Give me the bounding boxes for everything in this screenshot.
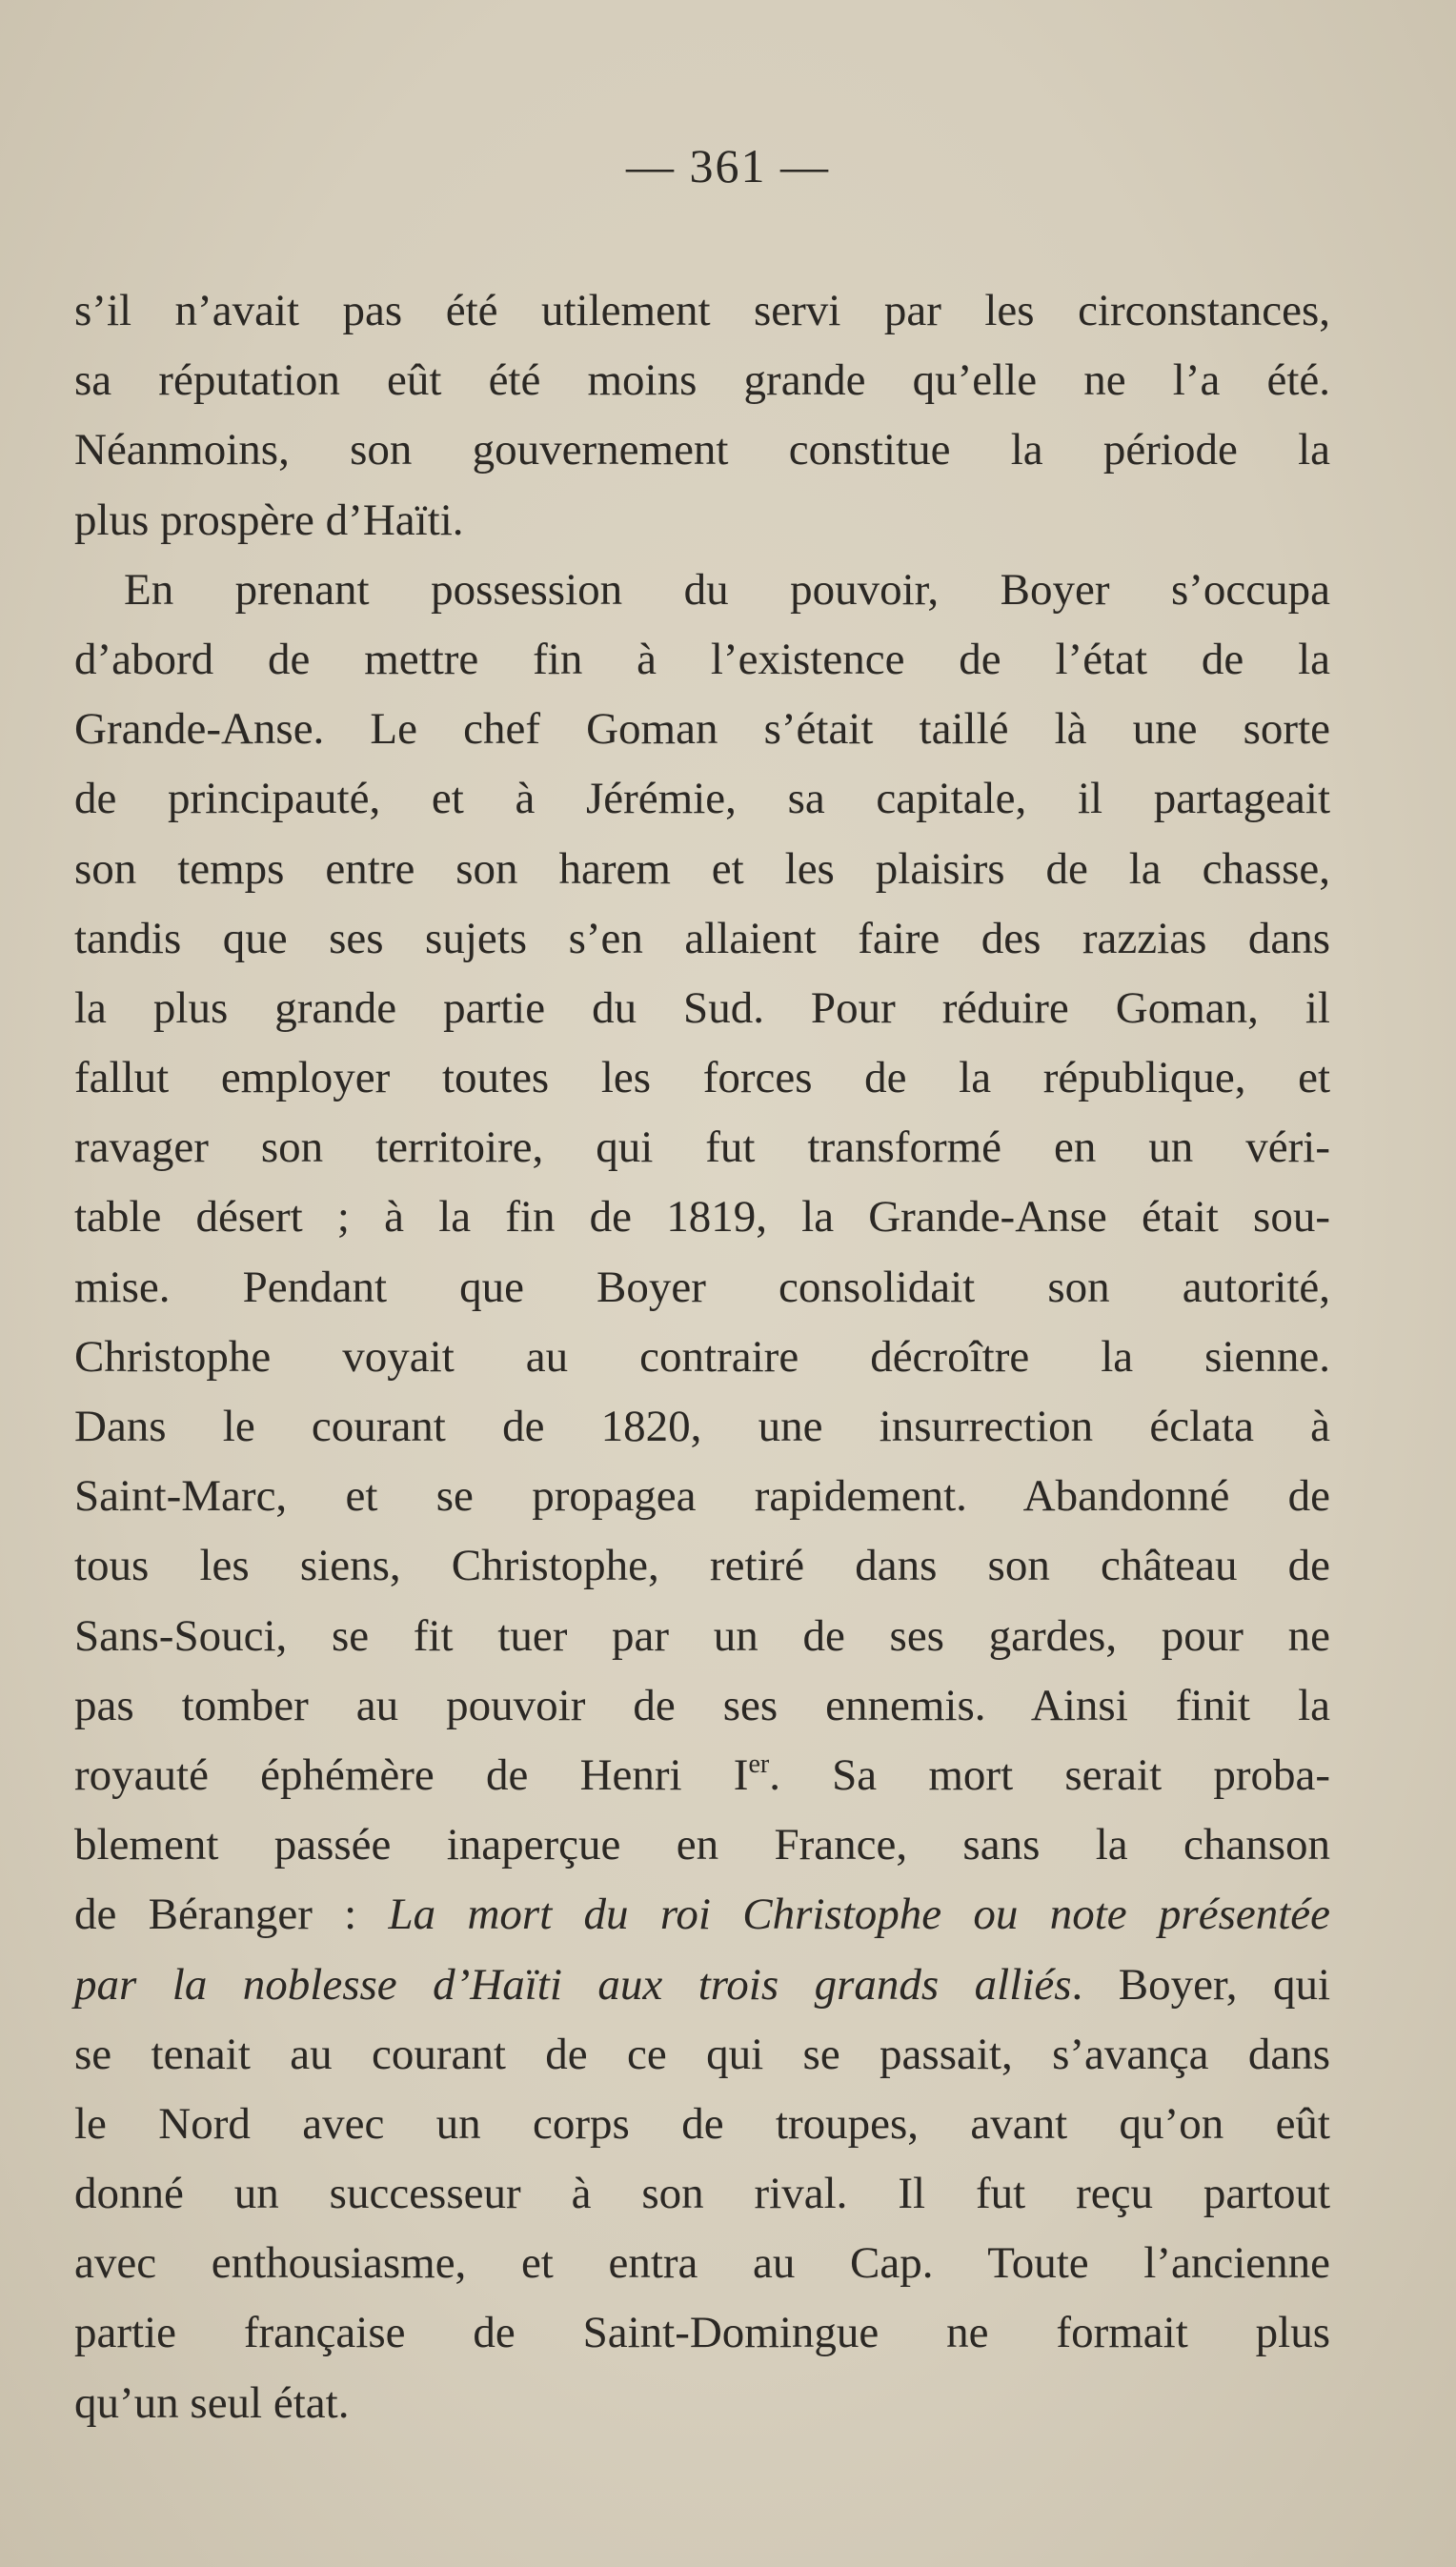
text-line bbox=[74, 1392, 1330, 1462]
text-run: plus prospère d’Haïti. bbox=[74, 495, 464, 545]
text-line bbox=[74, 1810, 1330, 1880]
text-run: blement passée inaperçue en France, sans la chanson bbox=[74, 1820, 1330, 1870]
song-title-italic: La mort du roi Christophe ou note présentée bbox=[388, 1890, 1330, 1940]
text-run: Sans-Souci, se fit tuer par un de ses gardes, pour ne bbox=[74, 1610, 1330, 1661]
text-run: mise. Pendant que Boyer consolidait son autorité, bbox=[74, 1262, 1330, 1312]
text-line bbox=[74, 1043, 1330, 1113]
text-run: table désert ; à la fin de 1819, la Grande-Anse était sou- bbox=[74, 1192, 1330, 1243]
text-line bbox=[74, 415, 1330, 485]
text-run: s’il n’avait pas été utilement servi par les circonstances, bbox=[74, 286, 1330, 335]
text-run: se tenait au courant de ce qui se passait, s’avança dans bbox=[74, 2029, 1330, 2079]
text-line bbox=[74, 1880, 1330, 1950]
text-run: le Nord avec un corps de troupes, avant qu’on eût bbox=[74, 2098, 1330, 2149]
text-line bbox=[74, 1741, 1330, 1810]
text-line bbox=[74, 764, 1330, 834]
text-run: partie française de Saint-Domingue ne formait plus bbox=[74, 2308, 1330, 2358]
text-line bbox=[74, 346, 1330, 415]
text-run: Dans le courant de 1820, une insurrection éclata à bbox=[74, 1402, 1330, 1451]
text-line bbox=[74, 1671, 1330, 1741]
text-line bbox=[74, 695, 1330, 764]
text-line bbox=[74, 1531, 1330, 1601]
text-line bbox=[74, 1462, 1330, 1531]
text-line bbox=[74, 974, 1330, 1043]
text-run: de principauté, et à Jérémie, sa capitale, il partageait bbox=[74, 774, 1330, 824]
text-run: royauté éphémère de Henri I bbox=[74, 1749, 749, 1800]
body-text bbox=[74, 276, 1330, 2438]
text-line bbox=[74, 835, 1330, 904]
text-run: Saint-Marc, et se propagea rapidement. Abandonné de bbox=[74, 1471, 1330, 1522]
text-line bbox=[74, 2020, 1330, 2090]
text-line bbox=[74, 2090, 1330, 2159]
text-run: la plus grande partie du Sud. Pour réduire Goman, il bbox=[74, 982, 1330, 1033]
text-run: qu’un seul état. bbox=[74, 2377, 350, 2428]
text-line bbox=[74, 1113, 1330, 1182]
text-run: avec enthousiasme, et entra au Cap. Toute l’ancienne bbox=[74, 2238, 1330, 2289]
text-run: donné un successeur à son rival. Il fut reçu partout bbox=[74, 2169, 1330, 2219]
text-run: Grande-Anse. Le chef Goman s’était taillé là une sorte bbox=[74, 704, 1330, 755]
text-run: sa réputation eût été moins grande qu’elle ne l’a été. bbox=[74, 355, 1330, 406]
page-number: — 361 — bbox=[626, 139, 830, 192]
text-line bbox=[74, 1602, 1330, 1671]
text-run: Néanmoins, son gouvernement constitue la période la bbox=[74, 425, 1330, 475]
text-run: de Béranger : bbox=[74, 1890, 389, 1940]
text-line bbox=[74, 276, 1330, 346]
text-line bbox=[74, 2159, 1330, 2229]
text-run: pas tomber au pouvoir de ses ennemis. Ainsi finit la bbox=[74, 1680, 1330, 1730]
text-run: tandis que ses sujets s’en allaient faire des razzias dans bbox=[74, 913, 1330, 963]
text-line bbox=[74, 625, 1330, 695]
text-line bbox=[74, 556, 1330, 625]
text-run: En prenant possession du pouvoir, Boyer s’occupa bbox=[124, 564, 1330, 615]
text-line bbox=[74, 1182, 1330, 1252]
song-title-italic: par la noblesse d’Haïti aux trois grands alliés bbox=[74, 1959, 1072, 2010]
text-line bbox=[74, 1323, 1330, 1392]
text-line bbox=[74, 1951, 1330, 2020]
text-run: . Sa mort serait proba- bbox=[769, 1749, 1330, 1800]
text-line bbox=[74, 486, 1330, 556]
text-line bbox=[74, 1253, 1330, 1323]
text-run: . Boyer, qui bbox=[1071, 1959, 1330, 2010]
text-run: Christophe voyait au contraire décroître la sienne. bbox=[74, 1331, 1330, 1382]
text-run: ravager son territoire, qui fut transformé en un véri- bbox=[74, 1122, 1330, 1173]
text-run: tous les siens, Christophe, retiré dans son château de bbox=[74, 1541, 1330, 1591]
text-run: fallut employer toutes les forces de la république, et bbox=[74, 1053, 1330, 1103]
text-run: son temps entre son harem et les plaisirs de la chasse, bbox=[74, 843, 1330, 894]
text-line bbox=[74, 2369, 1330, 2438]
text-line bbox=[74, 904, 1330, 974]
text-line bbox=[74, 2229, 1330, 2298]
superscript: er bbox=[748, 1748, 770, 1779]
text-run: d’abord de mettre fin à l’existence de l’état de la bbox=[74, 634, 1330, 684]
text-line bbox=[74, 2298, 1330, 2368]
